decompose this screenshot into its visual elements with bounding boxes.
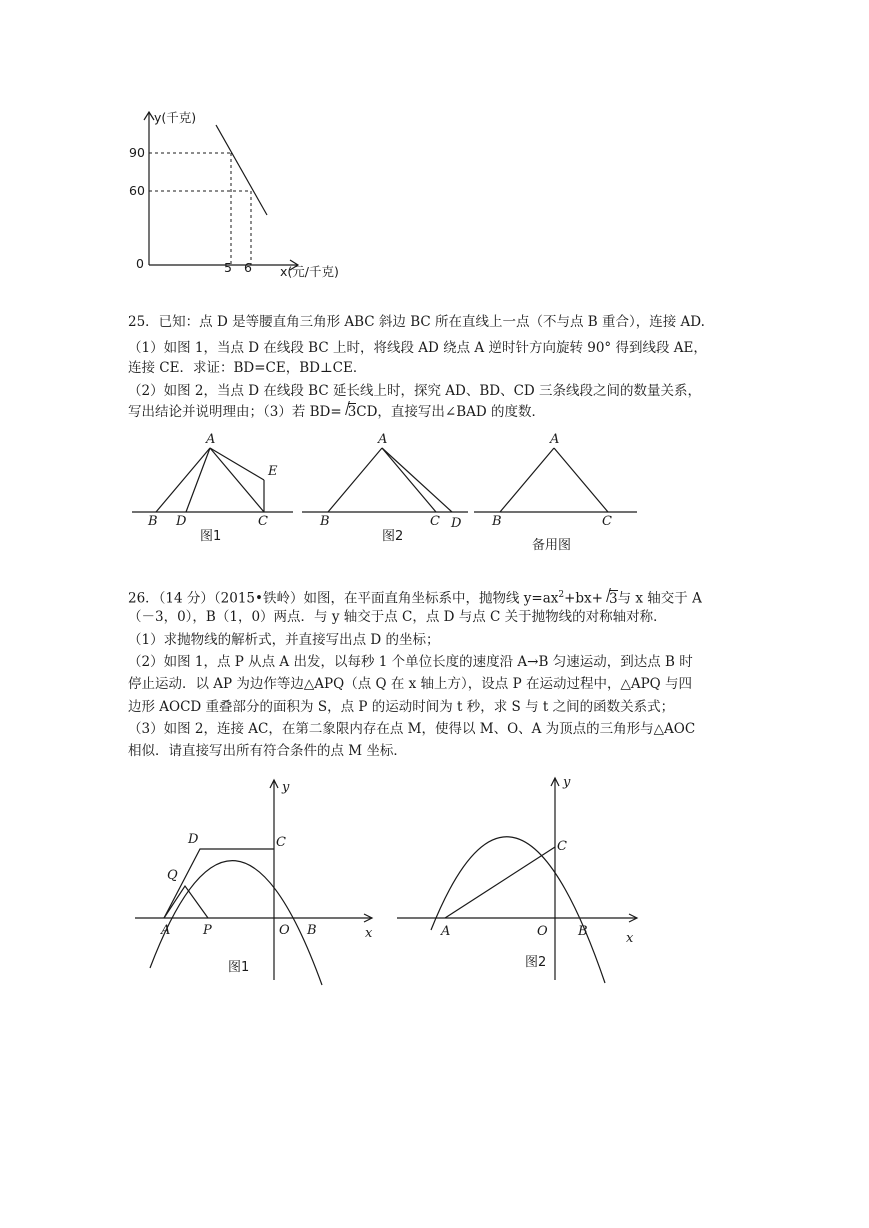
y-tick-60: 60 <box>129 183 145 198</box>
segment-BA <box>328 448 382 512</box>
q26-line-8: 相似．请直接写出所有符合条件的点 M 坐标． <box>128 743 407 759</box>
sqrt-radicand: 3 <box>347 404 357 420</box>
demand-line <box>216 125 267 215</box>
triangle-APQ <box>164 886 208 918</box>
segment-AC <box>210 448 264 512</box>
q26-figure-2 <box>395 770 645 990</box>
segment-AC <box>382 448 436 512</box>
x-tick-5: 5 <box>224 260 232 275</box>
q25-line-4: （2）如图 2，当点 D 在线段 BC 延长线上时，探究 AD、BD、CD 三条线段之间的数量关系， <box>128 383 702 399</box>
label-D: D <box>176 514 187 529</box>
label-C: C <box>557 839 567 854</box>
caption-fig1: 图1 <box>200 529 222 544</box>
label-C: C <box>276 835 286 850</box>
q26-line-2: （－3，0），B（1，0）两点．与 y 轴交于点 C，点 D 与点 C 关于抛物线的对称轴对称． <box>128 609 667 625</box>
x-axis-label: x(元/千克) <box>280 264 339 279</box>
caption-backup: 备用图 <box>532 538 572 553</box>
label-C: C <box>258 514 268 529</box>
q26-line-1a: 26．（14 分）（2015•铁岭）如图，在平面直角坐标系中，抛物线 y=ax <box>128 590 559 607</box>
label-B: B <box>307 923 317 938</box>
price-quantity-graph <box>120 100 380 290</box>
label-E: E <box>268 464 278 479</box>
y-axis-label: y(千克) <box>154 110 197 125</box>
label-O: O <box>537 924 548 939</box>
caption-fig1: 图1 <box>228 960 250 975</box>
sqrt-radicand: 3 <box>608 590 618 607</box>
label-P: P <box>203 923 212 938</box>
label-y: y <box>563 775 571 790</box>
q26-line-1b: +bx+ <box>564 590 603 607</box>
q26-line-7: （3）如图 2，连接 AC，在第二象限内存在点 M，使得以 M、O、A 为顶点的三角形与△AOC <box>128 721 696 737</box>
q26-figure-1 <box>130 775 390 990</box>
sqrt-symbol <box>342 399 357 425</box>
label-D: D <box>188 832 199 847</box>
label-A: A <box>550 432 560 447</box>
label-B: B <box>320 514 330 529</box>
label-O: O <box>279 923 290 938</box>
q25-line-5a: 写出结论并说明理由；（3）若 BD= <box>128 404 342 420</box>
q25-figure-2 <box>300 430 470 550</box>
label-B: B <box>148 514 158 529</box>
label-C: C <box>602 514 612 529</box>
y-tick-90: 90 <box>129 145 145 160</box>
label-A: A <box>206 432 216 447</box>
label-y: y <box>282 780 290 795</box>
label-x: x <box>365 926 373 941</box>
q25-line-1: 25．已知：点 D 是等腰直角三角形 ABC 斜边 BC 所在直线上一点（不与点 B 重合），连接 AD. <box>128 314 705 330</box>
q25-line-2: （1）如图 1，当点 D 在线段 BC 上时，将线段 AD 绕点 A 逆时针方向旋转 90° 得到线段 AE， <box>128 340 707 356</box>
segment-AC <box>554 448 608 512</box>
segment-BA <box>156 448 210 512</box>
segment-AE <box>210 448 264 480</box>
label-Q: Q <box>167 868 178 883</box>
x-tick-6: 6 <box>244 260 252 275</box>
q25-line-5b: CD，直接写出∠BAD 的度数． <box>356 404 546 420</box>
q26-line-1c: 与 x 轴交于 A <box>617 590 702 607</box>
q26-line-3: （1）求抛物线的解析式，并直接写出点 D 的坐标； <box>128 632 440 648</box>
q25-line-3: 连接 CE．求证：BD=CE，BD⊥CE． <box>128 360 367 376</box>
q26-line-5: 停止运动．以 AP 为边作等边△APQ（点 Q 在 x 轴上方），设点 P 在运动过程中，△APQ 与四 <box>128 676 693 692</box>
label-A: A <box>441 924 451 939</box>
label-B: B <box>492 514 502 529</box>
origin-label: 0 <box>136 256 144 271</box>
segment-AC <box>445 847 555 918</box>
q26-line-4: （2）如图 1，点 P 从点 A 出发，以每秒 1 个单位长度的速度沿 A→B 匀速运动，到达点 B 时 <box>128 654 693 670</box>
segment-AD <box>382 448 452 512</box>
segment-BA <box>500 448 554 512</box>
label-D: D <box>451 516 462 531</box>
label-C: C <box>430 514 440 529</box>
caption-fig2: 图2 <box>525 955 547 970</box>
label-x: x <box>626 931 634 946</box>
segment-AD <box>186 448 210 512</box>
q25-figure-1 <box>128 430 298 550</box>
caption-fig2: 图2 <box>382 529 404 544</box>
q26-line-6: 边形 AOCD 重叠部分的面积为 S，点 P 的运动时间为 t 秒，求 S 与 t 之间的函数关系式； <box>128 699 675 715</box>
q25-figure-backup <box>472 430 642 555</box>
q25-line-5 <box>128 399 748 425</box>
label-A: A <box>161 923 171 938</box>
segment-ADC <box>164 849 274 918</box>
label-B: B <box>578 924 588 939</box>
label-A: A <box>378 432 388 447</box>
q26-exponent: 2 <box>558 590 565 600</box>
